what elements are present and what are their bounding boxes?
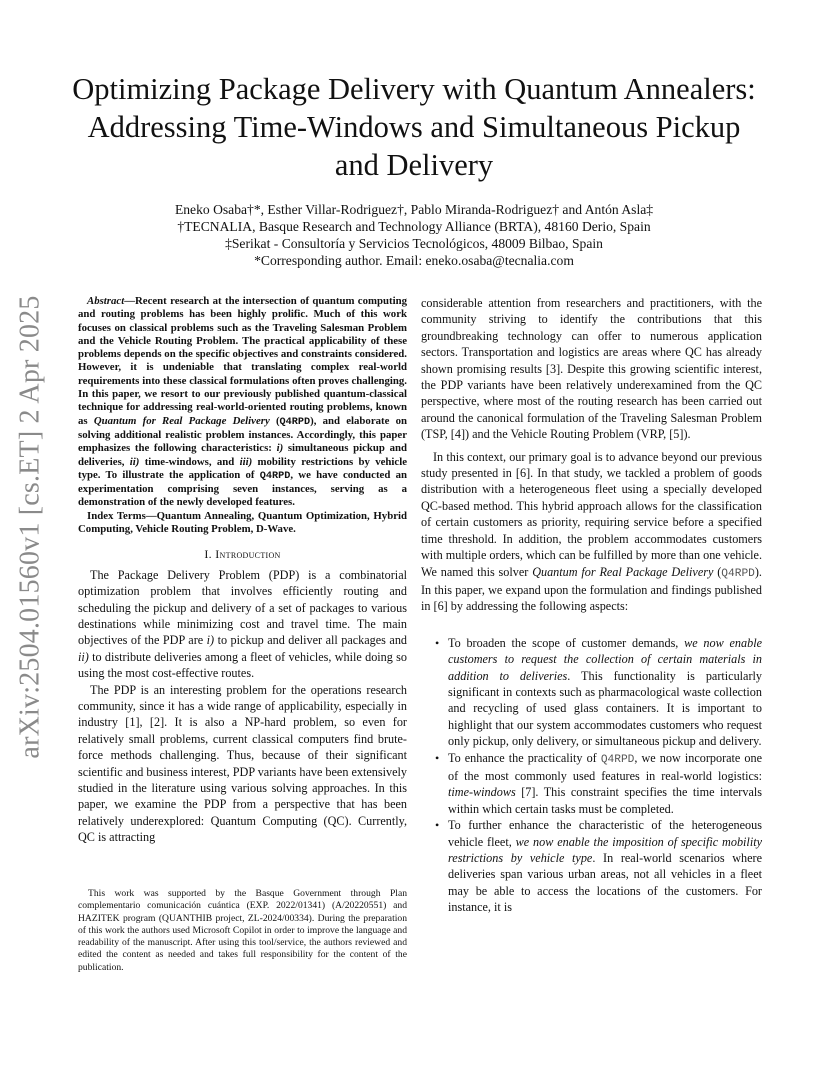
funding-footnote: This work was supported by the Basque Government through Plan complementario comunicación cuántica (EXP. 2022/01341) (A/20220551) and HAZITEK program (QUANTHIB project, ZL-2024/00334). During the preparation of this work the authors used Microsoft Copilot in order to improve the language and readability of the manuscript. After using this tool/service, the authors reviewed and edited the content as needed and takes full responsibility for the content of the publication. xyxy=(78,888,407,973)
abstract-label: Abstract xyxy=(87,295,125,307)
author-block xyxy=(70,201,758,269)
index-terms: Index Terms—Quantum Annealing, Quantum Optimization, Hybrid Computing, Vehicle Routing Problem, D-Wave. xyxy=(78,509,407,536)
authors-line: Eneko Osaba†*, Esther Villar-Rodriguez†, Pablo Miranda-Rodriguez† and Antón Asla‡ xyxy=(174,202,654,217)
arxiv-sidebar xyxy=(14,292,48,762)
left-column xyxy=(78,295,407,846)
bullet-icon: • xyxy=(435,635,440,650)
intro-paragraph-2-continued: considerable attention from researchers and practitioners, with the community striving to identify the contributions that this groundbreaking technology can offer to numerous application sectors. Transportation and logistics are areas where QC has already shown promising results [3]. Despite this growing scientific interest, the PDP variants have been relatively underexamined from the QC perspective, where most of the routing research has been carried out around the canonical formulation of the Traveling Salesman Problem (TSP, [4]) and the Vehicle Routing Problem (VRP, [5]). xyxy=(421,296,762,442)
intro-paragraph-1: The Package Delivery Problem (PDP) is a combinatorial optimization problem that involves efficiently routing and scheduling the pickup and delivery of a set of packages to various destinations while minimizing cost and travel time. The main objectives of the PDP are i) to pickup and deliver all packages and ii) to distribute deliveries among a fleet of vehicles, while doing so using the most cost-effective routes. xyxy=(78,567,408,681)
bullet-icon: • xyxy=(435,818,440,833)
list-item: • To broaden the scope of customer demands, we now enable customers to request the collection of certain materials in addition to deliveries. This functionality is particularly significant in contexts such as pharmacological waste collection and recycling of used glass containers. It is important to highlight that our system accommodates customers who request only pickup, only delivery, or simultaneous pickup and delivery. xyxy=(435,635,762,749)
abstract-solver-acronym: Q4RPD xyxy=(279,416,311,428)
section-heading-introduction: I. Introduction xyxy=(204,547,281,562)
arxiv-identifier: arXiv:2504.01560v1 [cs.ET] 2 Apr 2025 xyxy=(15,295,46,759)
contributions-list xyxy=(421,635,762,916)
list-item: • To further enhance the characteristic of the heterogeneous vehicle fleet, we now enable the imposition of specific mobility restrictions by vehicle type. In real-world scenarios where deliveries span various urban areas, not all vehicles in a fleet may be able to access the locations of the customers. For instance, it is xyxy=(435,818,763,915)
paper-title: Optimizing Package Delivery with Quantum Annealers: Addressing Time-Windows and Simultaneous Pickup and Delivery xyxy=(72,72,756,182)
abstract-solver-acronym-2: Q4RPD xyxy=(259,470,291,482)
list-item: • To enhance the practicality of Q4RPD, we now incorporate one of the most commonly used features in real-world logistics: time-windows [7]. This constraint specifies the time intervals within which certain tasks must be completed. xyxy=(435,750,762,816)
affiliation-tecnalia: †TECNALIA, Basque Research and Technology Alliance (BRTA), 48160 Derio, Spain xyxy=(177,219,651,234)
index-terms-label: Index Terms xyxy=(87,509,146,522)
intro-paragraph-2: The PDP is an interesting problem for the operations research community, since it has a wide range of applicability, especially in industry [1], [2]. It is also a NP-hard problem, so even for relatively small problems, current classical computers find brute-force methods challenging. Thus, because of their significant scientific and business interest, PDP variants have been extensively studied in the literature using various solving approaches. In this paper, we examine the PDP from a perspective that has been relatively underexplored: Quantum Computing (QC). Currently, QC is attracting xyxy=(78,682,407,845)
affiliation-serikat: ‡Serikat - Consultoría y Servicios Tecnológicos, 48009 Bilbao, Spain xyxy=(225,236,603,251)
right-column xyxy=(421,295,762,916)
corresponding-author: *Corresponding author. Email: eneko.osaba@tecnalia.com xyxy=(254,253,574,268)
solver-acronym: Q4RPD xyxy=(721,567,755,580)
bullet-icon: • xyxy=(435,750,440,765)
abstract-solver-name: Quantum for Real Package Delivery xyxy=(93,414,270,427)
intro-paragraph-3: In this context, our primary goal is to advance beyond our previous study presented in [6]. In that study, we tackled a problem of goods distribution with a heterogeneous fleet using a specially developed QC-based method. This hybrid approach allows for the classification of certain customers as priority, requiring service before a specified time threshold. In addition, the problem accommodates customers with multiple orders, which can be fulfilled by more than one vehicle. We named this solver Quantum for Real Package Delivery (Q4RPD). In this paper, we expand upon the formulation and findings published in [6] by addressing the following aspects: xyxy=(421,449,762,614)
abstract: Abstract—Recent research at the intersection of quantum computing and routing problems has been highly prolific. Much of this work focuses on classical problems such as the Traveling Salesman Problem and the Vehicle Routing Problem. The practical applicability of these problems depends on the specific objectives and constraints considered. However, it is undeniable that translating complex real-world requirements into these classical formulations often proves challenging. In this paper, we resort to our previously published quantum-classical technique for addressing real-world-oriented routing problems, known as Quantum for Real Package Delivery (Q4RPD), and elaborate on solving additional realistic problem instances. Accordingly, this paper emphasizes the following characteristics: i) simultaneous pickup and deliveries, ii) time-windows, and iii) mobility restrictions by vehicle type. To illustrate the application of Q4RPD, we have conducted an experimentation comprising seven instances, serving as a demonstration of the newly developed features. xyxy=(78,295,407,509)
